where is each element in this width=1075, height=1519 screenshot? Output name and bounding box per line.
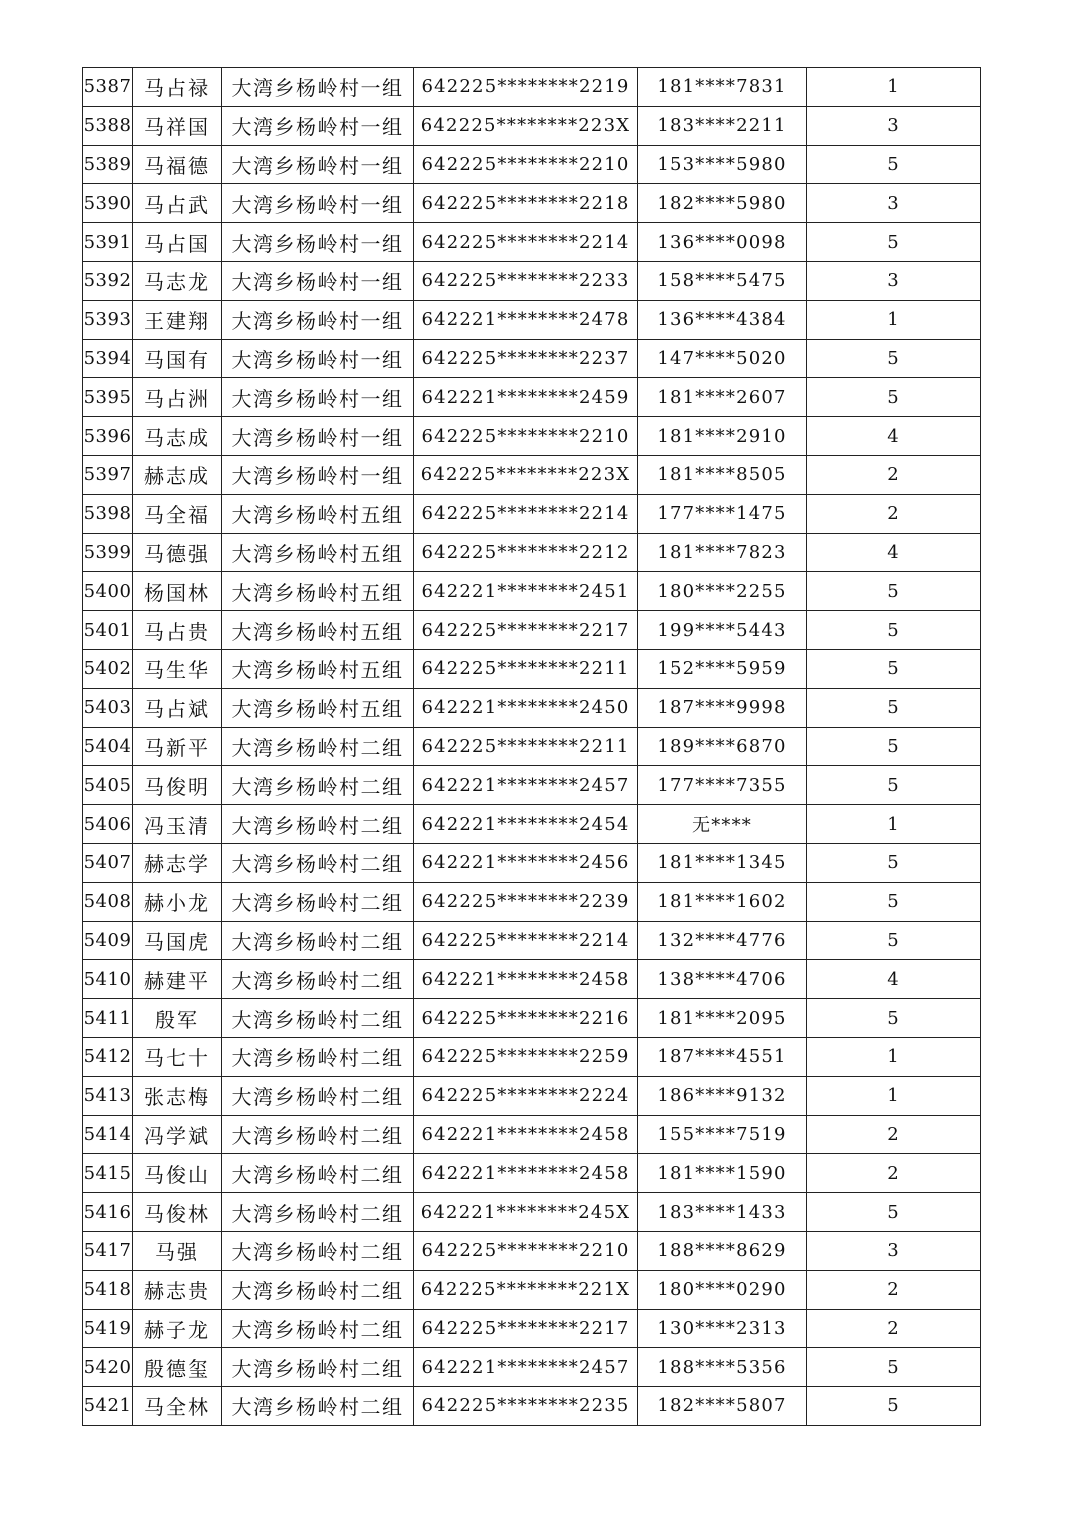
phone-number-cell: 181****7831 [638, 68, 807, 107]
serial-number-cell: 5421 [83, 1387, 133, 1426]
person-name-cell: 马占武 [133, 184, 222, 223]
table-row [83, 727, 981, 766]
table-row [83, 106, 981, 145]
id-number-cell: 642225********2216 [414, 999, 638, 1038]
person-name-cell: 赫志成 [133, 455, 222, 494]
address-cell: 大湾乡杨岭村五组 [222, 533, 414, 572]
household-count-cell: 5 [807, 1387, 981, 1426]
id-number-cell: 642221********245X [414, 1193, 638, 1232]
person-name-cell: 马占洲 [133, 378, 222, 417]
address-cell: 大湾乡杨岭村二组 [222, 1348, 414, 1387]
id-number-cell: 642221********2458 [414, 960, 638, 999]
person-name-cell: 马新平 [133, 727, 222, 766]
address-cell: 大湾乡杨岭村二组 [222, 882, 414, 921]
table-row [83, 921, 981, 960]
serial-number-cell: 5402 [83, 649, 133, 688]
household-count-cell: 4 [807, 417, 981, 456]
serial-number-cell: 5391 [83, 223, 133, 262]
serial-number-cell: 5389 [83, 145, 133, 184]
person-name-cell: 马志成 [133, 417, 222, 456]
id-number-cell: 642221********2458 [414, 1154, 638, 1193]
serial-number-cell: 5400 [83, 572, 133, 611]
table-row [83, 805, 981, 844]
id-number-cell: 642221********2478 [414, 300, 638, 339]
table-row [83, 960, 981, 999]
address-cell: 大湾乡杨岭村二组 [222, 1154, 414, 1193]
address-cell: 大湾乡杨岭村一组 [222, 184, 414, 223]
roster-table-body [83, 68, 981, 1426]
person-name-cell: 冯玉清 [133, 805, 222, 844]
address-cell: 大湾乡杨岭村五组 [222, 688, 414, 727]
serial-number-cell: 5395 [83, 378, 133, 417]
table-row [83, 223, 981, 262]
phone-number-cell: 180****2255 [638, 572, 807, 611]
id-number-cell: 642225********2217 [414, 1309, 638, 1348]
household-count-cell: 5 [807, 727, 981, 766]
household-count-cell: 3 [807, 184, 981, 223]
id-number-cell: 642225********2237 [414, 339, 638, 378]
person-name-cell: 赫志贵 [133, 1270, 222, 1309]
address-cell: 大湾乡杨岭村一组 [222, 417, 414, 456]
phone-number-cell: 132****4776 [638, 921, 807, 960]
phone-number-cell: 181****7823 [638, 533, 807, 572]
phone-number-cell: 187****4551 [638, 1037, 807, 1076]
phone-number-cell: 177****7355 [638, 766, 807, 805]
address-cell: 大湾乡杨岭村二组 [222, 1270, 414, 1309]
serial-number-cell: 5413 [83, 1076, 133, 1115]
phone-number-cell: 147****5020 [638, 339, 807, 378]
id-number-cell: 642225********221X [414, 1270, 638, 1309]
serial-number-cell: 5394 [83, 339, 133, 378]
household-count-cell: 2 [807, 455, 981, 494]
person-name-cell: 殷军 [133, 999, 222, 1038]
id-number-cell: 642225********2233 [414, 261, 638, 300]
address-cell: 大湾乡杨岭村五组 [222, 494, 414, 533]
person-name-cell: 马祥国 [133, 106, 222, 145]
address-cell: 大湾乡杨岭村二组 [222, 1231, 414, 1270]
address-cell: 大湾乡杨岭村二组 [222, 843, 414, 882]
id-number-cell: 642221********2451 [414, 572, 638, 611]
household-count-cell: 5 [807, 921, 981, 960]
id-number-cell: 642225********2211 [414, 649, 638, 688]
serial-number-cell: 5417 [83, 1231, 133, 1270]
phone-number-cell: 182****5807 [638, 1387, 807, 1426]
id-number-cell: 642221********2454 [414, 805, 638, 844]
address-cell: 大湾乡杨岭村二组 [222, 1387, 414, 1426]
serial-number-cell: 5388 [83, 106, 133, 145]
table-row [83, 1115, 981, 1154]
serial-number-cell: 5387 [83, 68, 133, 107]
phone-number-cell: 188****8629 [638, 1231, 807, 1270]
person-name-cell: 马志龙 [133, 261, 222, 300]
address-cell: 大湾乡杨岭村二组 [222, 999, 414, 1038]
table-row [83, 68, 981, 107]
person-name-cell: 赫小龙 [133, 882, 222, 921]
id-number-cell: 642225********2214 [414, 494, 638, 533]
person-name-cell: 马俊林 [133, 1193, 222, 1232]
household-count-cell: 5 [807, 572, 981, 611]
address-cell: 大湾乡杨岭村二组 [222, 766, 414, 805]
phone-number-cell: 152****5959 [638, 649, 807, 688]
household-count-cell: 5 [807, 882, 981, 921]
phone-number-cell: 136****4384 [638, 300, 807, 339]
household-count-cell: 5 [807, 999, 981, 1038]
person-name-cell: 马生华 [133, 649, 222, 688]
table-row [83, 999, 981, 1038]
id-number-cell: 642225********2224 [414, 1076, 638, 1115]
phone-number-cell: 181****1602 [638, 882, 807, 921]
phone-number-cell: 136****0098 [638, 223, 807, 262]
id-number-cell: 642225********2211 [414, 727, 638, 766]
phone-number-cell: 180****0290 [638, 1270, 807, 1309]
household-count-cell: 2 [807, 494, 981, 533]
phone-number-cell: 189****6870 [638, 727, 807, 766]
phone-number-cell: 138****4706 [638, 960, 807, 999]
serial-number-cell: 5408 [83, 882, 133, 921]
address-cell: 大湾乡杨岭村五组 [222, 572, 414, 611]
household-count-cell: 5 [807, 1193, 981, 1232]
person-name-cell: 马占禄 [133, 68, 222, 107]
phone-number-cell: 187****9998 [638, 688, 807, 727]
serial-number-cell: 5416 [83, 1193, 133, 1232]
address-cell: 大湾乡杨岭村二组 [222, 960, 414, 999]
table-row [83, 494, 981, 533]
table-row [83, 766, 981, 805]
serial-number-cell: 5414 [83, 1115, 133, 1154]
id-number-cell: 642221********2457 [414, 766, 638, 805]
table-row [83, 572, 981, 611]
table-row [83, 300, 981, 339]
serial-number-cell: 5392 [83, 261, 133, 300]
phone-number-cell: 181****8505 [638, 455, 807, 494]
phone-number-cell: 130****2313 [638, 1309, 807, 1348]
table-row [83, 882, 981, 921]
id-number-cell: 642225********2239 [414, 882, 638, 921]
id-number-cell: 642225********2218 [414, 184, 638, 223]
address-cell: 大湾乡杨岭村二组 [222, 921, 414, 960]
table-row [83, 688, 981, 727]
household-roster-table [82, 67, 981, 1426]
address-cell: 大湾乡杨岭村一组 [222, 378, 414, 417]
person-name-cell: 马占斌 [133, 688, 222, 727]
address-cell: 大湾乡杨岭村二组 [222, 1115, 414, 1154]
id-number-cell: 642221********2457 [414, 1348, 638, 1387]
phone-number-cell: 181****1590 [638, 1154, 807, 1193]
table-row [83, 339, 981, 378]
table-row [83, 261, 981, 300]
household-count-cell: 1 [807, 1076, 981, 1115]
household-count-cell: 5 [807, 339, 981, 378]
serial-number-cell: 5419 [83, 1309, 133, 1348]
household-count-cell: 2 [807, 1115, 981, 1154]
address-cell: 大湾乡杨岭村一组 [222, 145, 414, 184]
person-name-cell: 马全福 [133, 494, 222, 533]
person-name-cell: 冯学斌 [133, 1115, 222, 1154]
table-row [83, 1387, 981, 1426]
person-name-cell: 马俊明 [133, 766, 222, 805]
table-row [83, 533, 981, 572]
person-name-cell: 马福德 [133, 145, 222, 184]
address-cell: 大湾乡杨岭村二组 [222, 1076, 414, 1115]
serial-number-cell: 5390 [83, 184, 133, 223]
id-number-cell: 642225********223X [414, 455, 638, 494]
serial-number-cell: 5399 [83, 533, 133, 572]
serial-number-cell: 5407 [83, 843, 133, 882]
id-number-cell: 642225********2217 [414, 611, 638, 650]
person-name-cell: 王建翔 [133, 300, 222, 339]
household-count-cell: 5 [807, 223, 981, 262]
phone-number-cell: 158****5475 [638, 261, 807, 300]
id-number-cell: 642225********2214 [414, 921, 638, 960]
address-cell: 大湾乡杨岭村一组 [222, 455, 414, 494]
phone-number-cell: 无**** [638, 805, 807, 844]
person-name-cell: 马七十 [133, 1037, 222, 1076]
table-row [83, 184, 981, 223]
household-count-cell: 3 [807, 106, 981, 145]
address-cell: 大湾乡杨岭村二组 [222, 1037, 414, 1076]
table-row [83, 145, 981, 184]
address-cell: 大湾乡杨岭村五组 [222, 649, 414, 688]
household-count-cell: 3 [807, 261, 981, 300]
table-row [83, 843, 981, 882]
id-number-cell: 642221********2458 [414, 1115, 638, 1154]
address-cell: 大湾乡杨岭村一组 [222, 68, 414, 107]
address-cell: 大湾乡杨岭村二组 [222, 1309, 414, 1348]
id-number-cell: 642225********2259 [414, 1037, 638, 1076]
table-row [83, 1231, 981, 1270]
phone-number-cell: 186****9132 [638, 1076, 807, 1115]
table-row [83, 1309, 981, 1348]
id-number-cell: 642225********223X [414, 106, 638, 145]
serial-number-cell: 5418 [83, 1270, 133, 1309]
person-name-cell: 马国有 [133, 339, 222, 378]
phone-number-cell: 199****5443 [638, 611, 807, 650]
phone-number-cell: 183****1433 [638, 1193, 807, 1232]
serial-number-cell: 5409 [83, 921, 133, 960]
household-count-cell: 5 [807, 611, 981, 650]
household-count-cell: 3 [807, 1231, 981, 1270]
household-count-cell: 5 [807, 766, 981, 805]
address-cell: 大湾乡杨岭村一组 [222, 106, 414, 145]
phone-number-cell: 177****1475 [638, 494, 807, 533]
person-name-cell: 马德强 [133, 533, 222, 572]
household-count-cell: 5 [807, 378, 981, 417]
phone-number-cell: 182****5980 [638, 184, 807, 223]
serial-number-cell: 5411 [83, 999, 133, 1038]
id-number-cell: 642221********2456 [414, 843, 638, 882]
household-count-cell: 2 [807, 1270, 981, 1309]
id-number-cell: 642225********2219 [414, 68, 638, 107]
household-count-cell: 5 [807, 1348, 981, 1387]
person-name-cell: 马俊山 [133, 1154, 222, 1193]
serial-number-cell: 5403 [83, 688, 133, 727]
address-cell: 大湾乡杨岭村一组 [222, 300, 414, 339]
household-count-cell: 1 [807, 300, 981, 339]
household-count-cell: 5 [807, 843, 981, 882]
serial-number-cell: 5398 [83, 494, 133, 533]
phone-number-cell: 188****5356 [638, 1348, 807, 1387]
table-row [83, 1270, 981, 1309]
address-cell: 大湾乡杨岭村二组 [222, 727, 414, 766]
person-name-cell: 马国虎 [133, 921, 222, 960]
table-row [83, 1076, 981, 1115]
table-row [83, 611, 981, 650]
address-cell: 大湾乡杨岭村一组 [222, 223, 414, 262]
phone-number-cell: 183****2211 [638, 106, 807, 145]
serial-number-cell: 5404 [83, 727, 133, 766]
table-row [83, 649, 981, 688]
serial-number-cell: 5401 [83, 611, 133, 650]
id-number-cell: 642225********2212 [414, 533, 638, 572]
household-count-cell: 2 [807, 1309, 981, 1348]
phone-number-cell: 153****5980 [638, 145, 807, 184]
household-count-cell: 4 [807, 960, 981, 999]
address-cell: 大湾乡杨岭村二组 [222, 805, 414, 844]
phone-number-cell: 181****2095 [638, 999, 807, 1038]
address-cell: 大湾乡杨岭村二组 [222, 1193, 414, 1232]
table-row [83, 1348, 981, 1387]
table-row [83, 1037, 981, 1076]
table-row [83, 417, 981, 456]
serial-number-cell: 5406 [83, 805, 133, 844]
person-name-cell: 杨国林 [133, 572, 222, 611]
household-count-cell: 1 [807, 805, 981, 844]
id-number-cell: 642221********2450 [414, 688, 638, 727]
household-count-cell: 4 [807, 533, 981, 572]
serial-number-cell: 5415 [83, 1154, 133, 1193]
serial-number-cell: 5396 [83, 417, 133, 456]
serial-number-cell: 5405 [83, 766, 133, 805]
phone-number-cell: 181****1345 [638, 843, 807, 882]
person-name-cell: 赫子龙 [133, 1309, 222, 1348]
person-name-cell: 马全林 [133, 1387, 222, 1426]
person-name-cell: 马强 [133, 1231, 222, 1270]
address-cell: 大湾乡杨岭村五组 [222, 611, 414, 650]
table-row [83, 455, 981, 494]
person-name-cell: 赫建平 [133, 960, 222, 999]
table-row [83, 1154, 981, 1193]
serial-number-cell: 5397 [83, 455, 133, 494]
person-name-cell: 马占国 [133, 223, 222, 262]
address-cell: 大湾乡杨岭村一组 [222, 261, 414, 300]
id-number-cell: 642221********2459 [414, 378, 638, 417]
household-count-cell: 5 [807, 688, 981, 727]
table-row [83, 378, 981, 417]
id-number-cell: 642225********2210 [414, 1231, 638, 1270]
id-number-cell: 642225********2214 [414, 223, 638, 262]
household-count-cell: 2 [807, 1154, 981, 1193]
serial-number-cell: 5393 [83, 300, 133, 339]
household-count-cell: 5 [807, 145, 981, 184]
person-name-cell: 赫志学 [133, 843, 222, 882]
household-count-cell: 1 [807, 1037, 981, 1076]
serial-number-cell: 5412 [83, 1037, 133, 1076]
phone-number-cell: 155****7519 [638, 1115, 807, 1154]
person-name-cell: 殷德玺 [133, 1348, 222, 1387]
address-cell: 大湾乡杨岭村一组 [222, 339, 414, 378]
id-number-cell: 642225********2210 [414, 145, 638, 184]
id-number-cell: 642225********2210 [414, 417, 638, 456]
person-name-cell: 马占贵 [133, 611, 222, 650]
id-number-cell: 642225********2235 [414, 1387, 638, 1426]
household-count-cell: 1 [807, 68, 981, 107]
person-name-cell: 张志梅 [133, 1076, 222, 1115]
serial-number-cell: 5420 [83, 1348, 133, 1387]
table-row [83, 1193, 981, 1232]
phone-number-cell: 181****2910 [638, 417, 807, 456]
phone-number-cell: 181****2607 [638, 378, 807, 417]
serial-number-cell: 5410 [83, 960, 133, 999]
household-count-cell: 5 [807, 649, 981, 688]
